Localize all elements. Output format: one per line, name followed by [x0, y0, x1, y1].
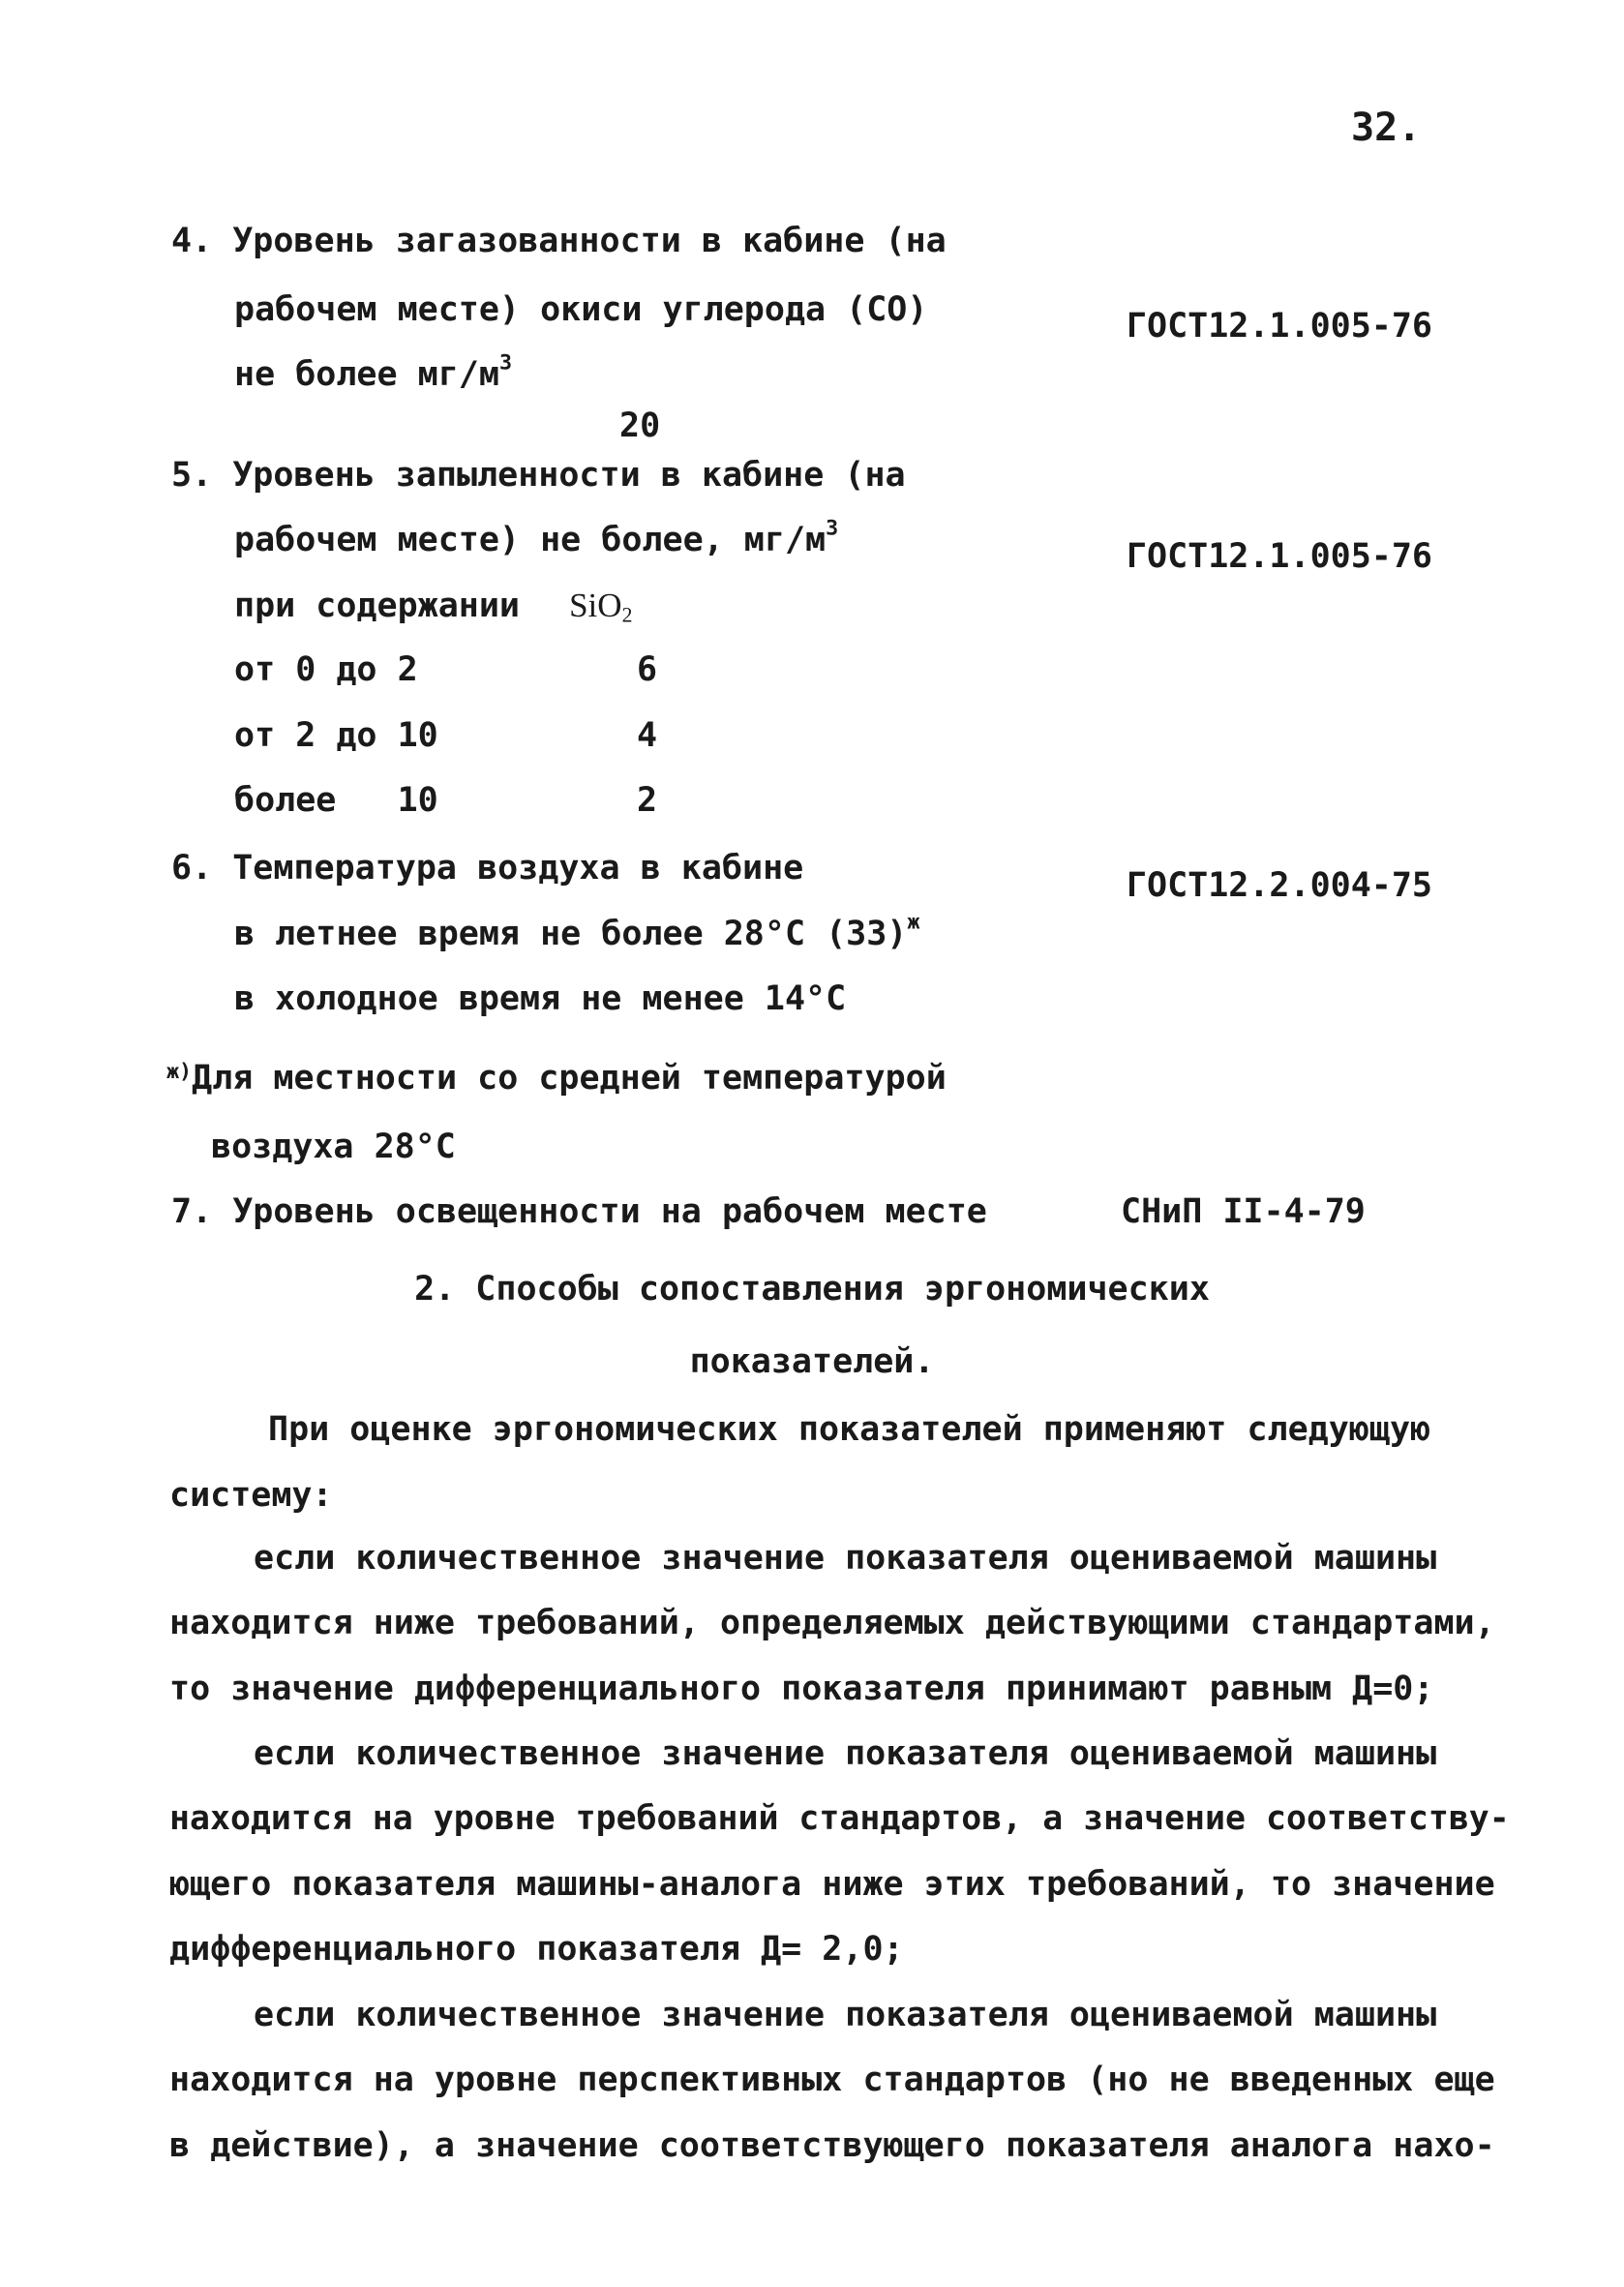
item-5-line-3-text: при содержании	[234, 587, 521, 625]
item-4-standard: ГОСТ12.1.005-76	[1126, 307, 1432, 346]
footnote-line-1	[166, 1059, 947, 1098]
item-6-line-2-text: в летнее время не более 28°С (33)	[234, 915, 908, 953]
footnote-text: Для местности со средней температурой	[192, 1059, 947, 1098]
sio2-formula-subscript: 2	[621, 603, 633, 627]
item-5-row-value: 4	[637, 716, 658, 755]
item-6-standard: ГОСТ12.2.004-75	[1126, 866, 1432, 905]
body-line: находится ниже требований, определяемых действующими стандартами,	[169, 1604, 1495, 1642]
item-5-row-value: 6	[637, 650, 658, 689]
body-line: дифференциального показателя Д= 2,0;	[169, 1930, 904, 1969]
footnote-mark: ж	[907, 910, 920, 935]
sio2-formula	[569, 587, 633, 627]
item-5-row-value: 2	[637, 781, 658, 820]
page-number: 32.	[1351, 105, 1422, 150]
body-line: если количественное значение показателя оцениваемой машины	[254, 1539, 1437, 1578]
item-4-unit-exponent: 3	[498, 350, 512, 376]
body-line: ющего показателя машины-аналога ниже этих требований, то значение	[169, 1865, 1495, 1904]
body-line: находится на уровне требований стандартов, а значение соответству-	[169, 1799, 1510, 1838]
sio2-formula-main: SiO	[569, 587, 622, 624]
item-5-line-1: 5. Уровень запыленности в кабине (на	[171, 456, 906, 495]
section-title-line-2: показателей.	[689, 1342, 935, 1381]
item-5-standard: ГОСТ12.1.005-76	[1126, 537, 1432, 576]
item-5-line-2	[234, 516, 839, 559]
section-title-line-1: 2. Способы сопоставления эргономических	[414, 1270, 1210, 1309]
item-4-line-2: рабочем месте) окиси углерода (СО)	[234, 290, 928, 329]
item-4-line-1: 4. Уровень загазованности в кабине (на	[171, 222, 947, 260]
item-4-line-3	[234, 350, 512, 394]
body-line: если количественное значение показателя оцениваемой машины	[254, 1734, 1437, 1773]
item-7-standard: СНиП II-4-79	[1121, 1192, 1366, 1231]
item-5-unit-exponent: 3	[826, 516, 839, 541]
item-5-row-range: более 10	[234, 781, 438, 820]
body-line: систему:	[169, 1476, 333, 1515]
item-5-row-range: от 2 до 10	[234, 716, 438, 755]
item-4-line-3-text: не более мг/м	[234, 355, 499, 394]
footnote-marker: ж)	[166, 1060, 193, 1085]
item-5-row-range: от 0 до 2	[234, 650, 418, 689]
body-line: При оценке эргономических показателей применяют следующую	[268, 1410, 1431, 1449]
body-line: то значение дифференциального показателя принимают равным Д=0;	[169, 1670, 1434, 1708]
body-line: находится на уровне перспективных стандартов (но не введенных еще	[169, 2061, 1495, 2099]
body-line: если количественное значение показателя оцениваемой машины	[254, 1996, 1437, 2034]
item-6-line-3: в холодное время не менее 14°С	[234, 979, 847, 1018]
item-6-line-2	[234, 910, 920, 953]
item-6-line-1: 6. Температура воздуха в кабине	[171, 849, 804, 888]
footnote-line-2: воздуха 28°С	[211, 1128, 456, 1166]
item-5-line-3	[234, 587, 633, 627]
item-4-value: 20	[619, 406, 661, 445]
item-7-line-1: 7. Уровень освещенности на рабочем месте	[171, 1192, 987, 1231]
item-5-line-2-text: рабочем месте) не более, мг/м	[234, 521, 827, 559]
body-line: в действие), а значение соответствующего показателя аналога нахо-	[169, 2126, 1495, 2165]
